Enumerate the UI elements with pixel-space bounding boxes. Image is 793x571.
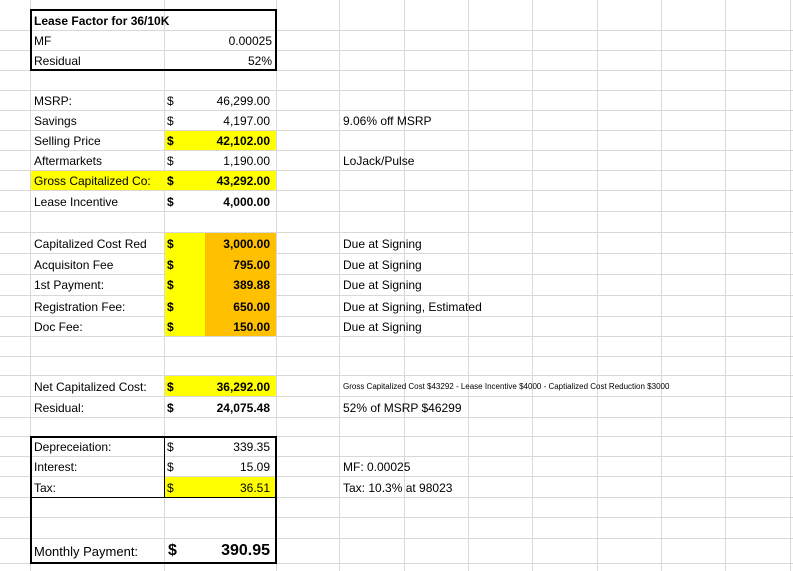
cap-cost-reduction-value[interactable]: 3,000.00: [223, 237, 270, 251]
net-residual-dollar[interactable]: $: [167, 401, 174, 415]
savings-dollar[interactable]: $: [167, 114, 174, 128]
lease-incentive-value[interactable]: 4,000.00: [223, 195, 270, 209]
msrp-label[interactable]: MSRP:: [34, 94, 73, 108]
registration-fee-note[interactable]: Due at Signing, Estimated: [343, 300, 482, 314]
msrp-value[interactable]: 46,299.00: [216, 94, 270, 108]
selling-price-value[interactable]: 42,102.00: [216, 134, 270, 148]
gross-cap-value[interactable]: 43,292.00: [216, 174, 270, 188]
savings-label[interactable]: Savings: [34, 114, 77, 128]
net-residual-note[interactable]: 52% of MSRP $46299: [343, 401, 462, 415]
doc-fee-label[interactable]: Doc Fee:: [34, 320, 83, 334]
depreciation-dollar[interactable]: $: [167, 440, 174, 454]
first-payment-note[interactable]: Due at Signing: [343, 278, 422, 292]
cap-cost-reduction-dollar[interactable]: $: [167, 237, 174, 251]
gross-cap-label[interactable]: Gross Capitalized Co:: [34, 174, 151, 188]
cap-cost-reduction-label[interactable]: Capitalized Cost Red: [34, 237, 147, 251]
monthly-payment-dollar[interactable]: $: [168, 542, 177, 559]
net-cap-note[interactable]: Gross Capitalized Cost $43292 - Lease Incentive $4000 - Captialized Cost Reduction $3000: [343, 382, 670, 391]
net-cap-value[interactable]: 36,292.00: [216, 380, 270, 394]
selling-price-label[interactable]: Selling Price: [34, 134, 101, 148]
tax-note[interactable]: Tax: 10.3% at 98023: [343, 481, 453, 495]
registration-fee-dollar[interactable]: $: [167, 300, 174, 314]
aftermarkets-value[interactable]: 1,190.00: [223, 154, 270, 168]
interest-note[interactable]: MF: 0.00025: [343, 460, 411, 474]
acquisition-fee-value[interactable]: 795.00: [233, 258, 270, 272]
mf-label[interactable]: MF: [34, 34, 52, 48]
msrp-dollar[interactable]: $: [167, 94, 174, 108]
gross-cap-dollar[interactable]: $: [167, 174, 174, 188]
registration-fee-label[interactable]: Registration Fee:: [34, 300, 126, 314]
selling-price-dollar[interactable]: $: [167, 134, 174, 148]
depreciation-value[interactable]: 339.35: [233, 440, 270, 454]
acquisition-fee-dollar[interactable]: $: [167, 258, 174, 272]
tax-label[interactable]: Tax:: [34, 481, 57, 495]
doc-fee-note[interactable]: Due at Signing: [343, 320, 422, 334]
monthly-payment-value[interactable]: 390.95: [221, 542, 270, 559]
payment-divider: [30, 497, 276, 498]
tax-value[interactable]: 36.51: [239, 481, 270, 495]
aftermarkets-note[interactable]: LoJack/Pulse: [343, 154, 415, 168]
interest-dollar[interactable]: $: [167, 460, 174, 474]
first-payment-dollar[interactable]: $: [167, 278, 174, 292]
monthly-payment-label[interactable]: Monthly Payment:: [34, 544, 139, 559]
acquisition-fee-label[interactable]: Acquisiton Fee: [34, 258, 114, 272]
aftermarkets-label[interactable]: Aftermarkets: [34, 154, 103, 168]
first-payment-value[interactable]: 389.88: [233, 278, 270, 292]
payment-col-divider: [164, 436, 165, 497]
mf-value[interactable]: 0.00025: [228, 34, 272, 48]
tax-dollar[interactable]: $: [167, 481, 174, 495]
first-payment-label[interactable]: 1st Payment:: [34, 278, 105, 292]
registration-fee-value[interactable]: 650.00: [233, 300, 270, 314]
aftermarkets-dollar[interactable]: $: [167, 154, 174, 168]
residual-value[interactable]: 52%: [247, 54, 272, 68]
interest-label[interactable]: Interest:: [34, 460, 78, 474]
savings-note[interactable]: 9.06% off MSRP: [343, 114, 432, 128]
residual-label[interactable]: Residual: [34, 54, 81, 68]
interest-value[interactable]: 15.09: [239, 460, 270, 474]
doc-fee-dollar[interactable]: $: [167, 320, 174, 334]
depreciation-label[interactable]: Depreceiation:: [34, 440, 112, 454]
acquisition-fee-note[interactable]: Due at Signing: [343, 258, 422, 272]
lease-incentive-dollar[interactable]: $: [167, 195, 174, 209]
lease-factor-title[interactable]: Lease Factor for 36/10K: [34, 14, 170, 28]
doc-fee-value[interactable]: 150.00: [233, 320, 270, 334]
net-residual-label[interactable]: Residual:: [34, 401, 85, 415]
net-residual-value[interactable]: 24,075.48: [216, 401, 270, 415]
net-cap-label[interactable]: Net Capitalized Cost:: [34, 380, 147, 394]
lease-incentive-label[interactable]: Lease Incentive: [34, 195, 119, 209]
net-cap-dollar[interactable]: $: [167, 380, 174, 394]
cap-cost-reduction-note[interactable]: Due at Signing: [343, 237, 422, 251]
savings-value[interactable]: 4,197.00: [223, 114, 270, 128]
